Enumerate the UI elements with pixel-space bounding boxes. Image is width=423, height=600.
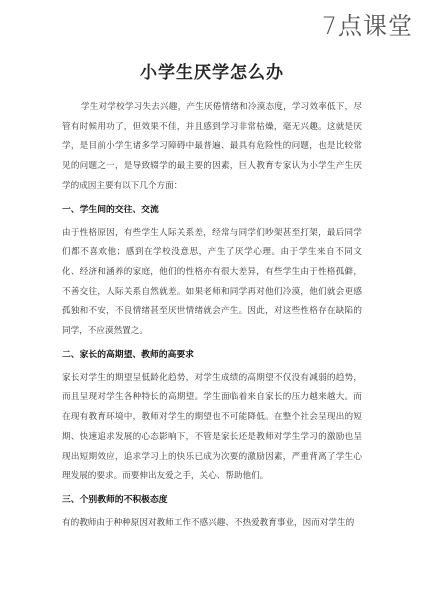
section-heading: 一、学生间的交往、交流 xyxy=(62,204,159,215)
section-body: 有的教师由于种种原因对教师工作不感兴趣、不热爱教育事业，因而对学生的 xyxy=(62,517,355,528)
section-3 xyxy=(62,491,362,534)
section-heading: 三、个别教师的不积极态度 xyxy=(62,494,168,505)
section-heading: 二、家长的高期望、教师的高要求 xyxy=(62,349,194,360)
watermark-logo: 7点课堂 xyxy=(321,12,413,40)
document-title: 小学生厌学怎么办 xyxy=(140,63,284,83)
section-1 xyxy=(62,201,362,342)
section-body: 家长对学生的期望呈低龄化趋势，对学生成绩的高期望不仅没有减弱的趋势，而且呈现对学生各种特长的高期望。学生面临着来自家长的压力越来越大。而在现有教育环境中，教师对学生的期望也不可能降低。在整个社会呈现出的短期、快速追求发展的心态影响下，不管是家长还是教师对学生学习的激励也呈现出短期效应，追求学习上的快乐已成为次要的激励因素，严重背离了学生心理发展的要求。而要伸出友爱之手，关心、帮助他们。 xyxy=(62,372,362,482)
intro-paragraph: 学生对学校学习失去兴趣，产生厌倦情绪和冷漠态度，学习效率低下，尽管有时候用功了，但效果不佳，并且感到学习非常枯燥，毫无兴趣。这就是厌学，是目前小学生诸多学习障碍中最普遍、最具有危险性的问题，也是比较常见的问题之一，是导致辍学的最主要的因素，巨人教育专家认为小学生产生厌学的成因主要有以下几个方面： xyxy=(62,102,362,191)
section-body: 由于性格原因，有些学生人际关系差，经常与同学们吵架甚至打架，最后同学们都不喜欢他；感到在学校没意思，产生了厌学心理。由于学生来自不同文化、经济和涵养的家庭，他们的性格亦有很大差异，有些学生由于性格孤僻，不善交往，人际关系自然就差。如果老师和同学再对他们冷漠，他们就会更感孤独和不安，不良情绪甚至厌世情绪就会产生。因此，对这些性格存在缺陷的同学，不应漠然置之。 xyxy=(62,227,362,337)
section-2 xyxy=(62,346,362,487)
document-page xyxy=(62,58,362,534)
